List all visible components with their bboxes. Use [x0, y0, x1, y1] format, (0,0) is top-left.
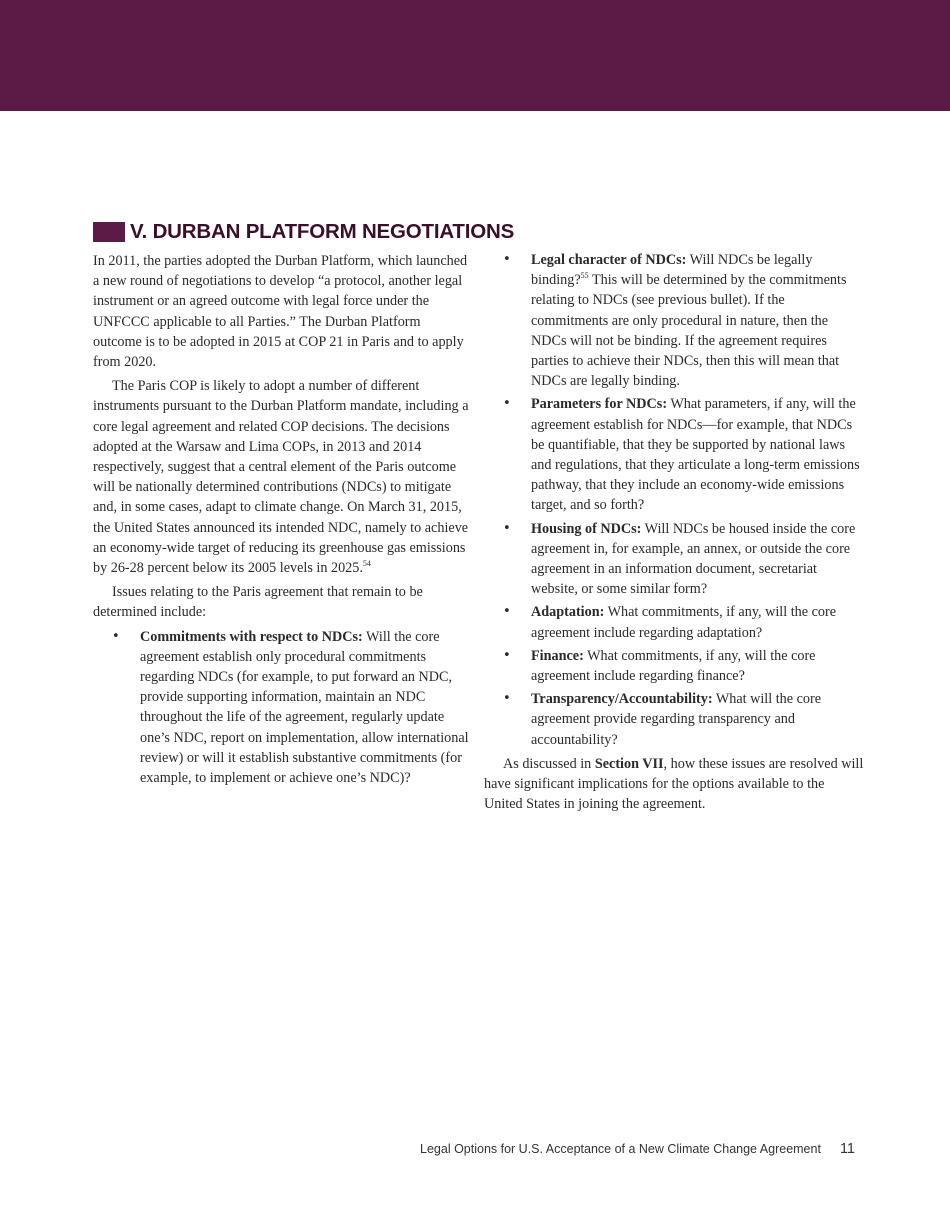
paragraph	[93, 376, 469, 578]
list-item	[484, 602, 864, 642]
footer-title: Legal Options for U.S. Acceptance of a New Climate Change Agreement	[420, 1142, 821, 1156]
list-item	[484, 250, 864, 391]
bullet-title: Legal character of NDCs:	[531, 252, 687, 268]
right-column	[484, 250, 864, 818]
list-item	[484, 646, 864, 686]
bullet-icon: •	[503, 520, 511, 536]
bullet-list	[93, 627, 469, 789]
bullet-text: What commitments, if any, will the core agreement include regarding adaptation?	[531, 604, 836, 641]
bullet-icon: •	[503, 647, 511, 663]
bullet-text: This will be determined by the commitments relating to NDCs (see previous bullet). If the commitments are only procedural in nature, then the NDCs will not be binding. If the agreement requires parties to achieve their NDCs, then this will mean that NDCs are legally binding.	[531, 272, 847, 390]
bullet-icon: •	[503, 252, 511, 267]
list-item	[484, 394, 864, 515]
section-heading	[93, 218, 514, 246]
paragraph-text: The Paris COP is likely to adopt a number of different instruments pursuant to the Durban Platform mandate, including a core legal agreement and related COP decisions. The decisions adopted at the Warsaw and Lima COPs, in 2013 and 2014 respectively, suggest that a central element of the Paris outcome will be nationally determined contributions (NDCs) to mitigate and, in some cases, adapt to climate change. On March 31, 2015, the United States announced its intended NDC, namely to achieve an economy-wide target of reducing its greenhouse gas emissions by 26-28 percent below its 2005 levels in 2025.	[93, 378, 469, 577]
bullet-title: Transparency/Accountability:	[531, 691, 713, 708]
header-band	[0, 0, 950, 111]
section-title: V. DURBAN PLATFORM NEGOTIATIONS	[130, 220, 515, 243]
page-number: 11	[839, 1141, 855, 1157]
paragraph-text: , how these issues are resolved will have significant implications for the options available to the United States in joining the agreement.	[484, 755, 864, 813]
paragraph	[93, 582, 469, 622]
footnote-ref[interactable]: 55	[580, 271, 589, 281]
footnote-ref[interactable]: 54	[362, 559, 371, 569]
bullet-text: Will NDCs be housed inside the core agreement in, for example, an annex, or outside the core agreement in an information document, secretariat website, or some similar form?	[531, 520, 856, 598]
bullet-title: Housing of NDCs:	[531, 520, 642, 537]
section-reference[interactable]: Section VII	[594, 755, 664, 772]
bullet-icon: •	[503, 396, 511, 412]
page-footer	[420, 1141, 855, 1157]
bullet-text: Will NDCs be legally binding?	[531, 252, 813, 289]
bullet-title: Parameters for NDCs:	[531, 396, 668, 413]
bullet-text: What will the core agreement provide regarding transparency and accountability?	[531, 691, 822, 748]
paragraph-text: In 2011, the parties adopted the Durban Platform, which launched a new round of negotiations to develop “a protocol, another legal instrument or an agreed outcome with legal force under the UNFCCC applicable to all Parties.” The Durban Platform outcome is to be adopted in 2015 at COP 21 in Paris and to apply from 2020.	[93, 253, 468, 371]
bullet-title: Adaptation:	[531, 604, 605, 621]
bullet-icon: •	[112, 628, 120, 644]
paragraph	[93, 251, 469, 372]
list-item	[484, 519, 864, 600]
bullet-list	[484, 250, 864, 750]
left-column	[93, 251, 469, 792]
paragraph-text: As discussed in	[503, 755, 595, 772]
bullet-text: Will the core agreement establish only procedural commitments regarding NDCs (for example, to put forward an NDC, provide supporting information, maintain an NDC throughout the life of the agreement, regularly update one’s NDC, report on implementation, allow international review) or will it establish substantive commitments (for example, to implement or achieve one’s NDC)?	[140, 628, 469, 787]
bullet-text: What parameters, if any, will the agreement establish for NDCs—for example, that NDCs be quantifiable, that they be supported by national laws and regulations, that they articulate a long-term emissions pathway, that they include an economy-wide emissions target, and so forth?	[531, 396, 860, 514]
bullet-title: Finance:	[531, 647, 584, 664]
list-item	[484, 689, 864, 750]
bullet-title: Commitments with respect to NDCs:	[140, 628, 363, 645]
paragraph-text: Issues relating to the Paris agreement that remain to be determined include:	[93, 584, 423, 621]
bullet-icon: •	[503, 691, 511, 707]
list-item	[93, 627, 469, 789]
bullet-icon: •	[503, 604, 511, 620]
heading-marker	[93, 222, 125, 242]
bullet-text: What commitments, if any, will the core agreement include regarding finance?	[531, 647, 816, 685]
paragraph	[484, 754, 864, 815]
